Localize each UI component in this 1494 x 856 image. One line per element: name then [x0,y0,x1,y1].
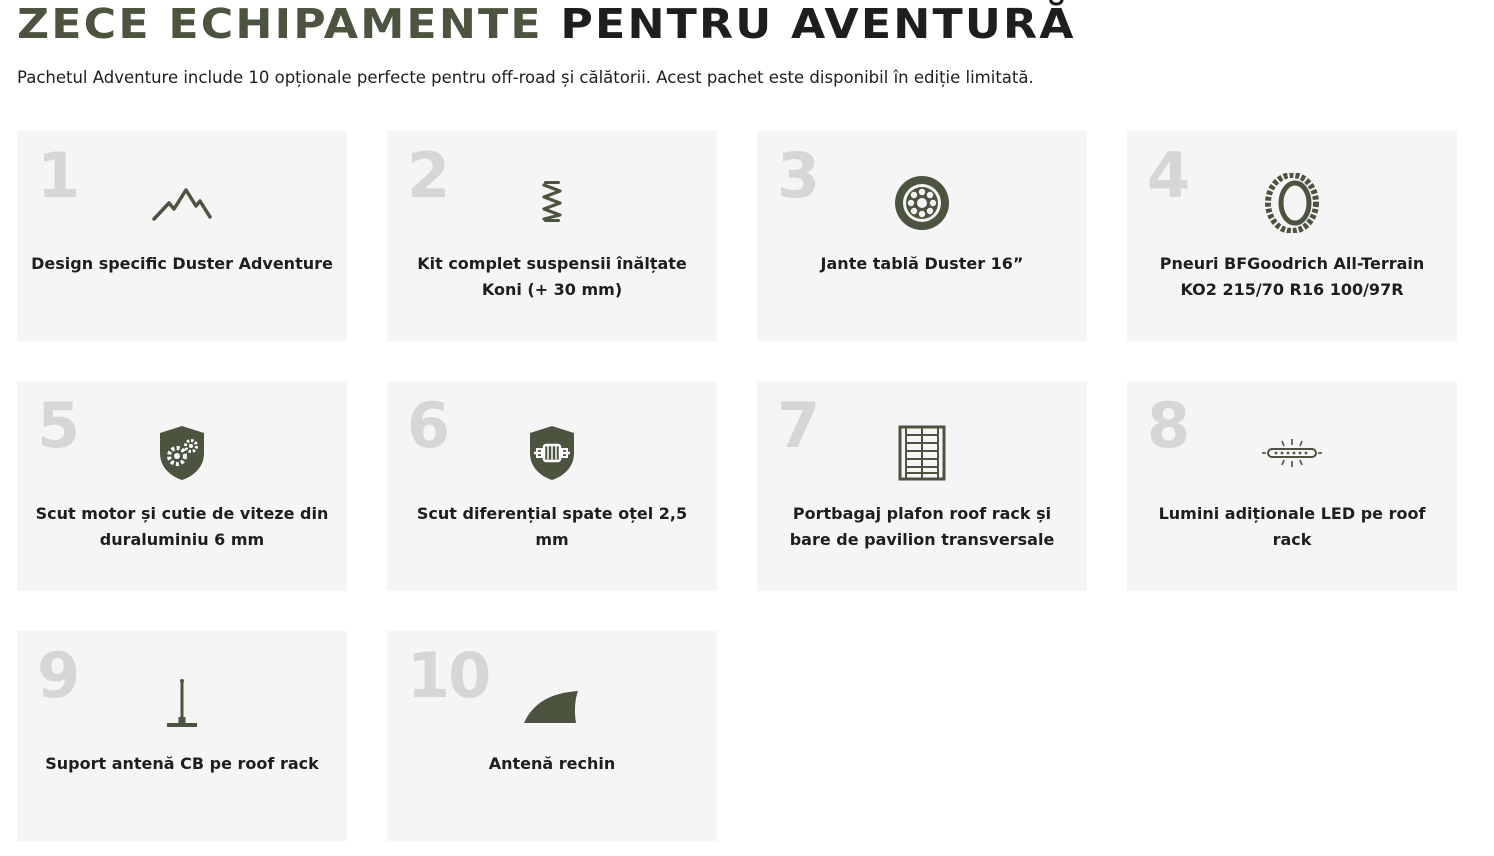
card-label: Scut diferențial spate oțel 2,5 mm [416,504,688,549]
shark-fin-antenna-icon [522,673,582,733]
feature-card-8 [1127,381,1457,591]
card-number: 5 [37,389,79,462]
card-number: 4 [1147,139,1189,212]
card-number: 3 [777,139,819,212]
title-part-1: ZECE ECHIPAMENTE [17,0,543,48]
card-label: Lumini adiționale LED pe roof rack [1158,504,1426,549]
steel-wheel-icon [892,173,952,233]
feature-card-3 [757,131,1087,341]
shield-gears-icon [152,423,212,483]
title-part-2: PENTRU AVENTURĂ [560,0,1076,48]
feature-card-7 [757,381,1087,591]
card-number: 1 [37,139,79,212]
card-number: 6 [407,389,449,462]
feature-card-2 [387,131,717,341]
card-label: Design specific Duster Adventure [31,254,333,273]
card-label: Kit complet suspensii înălțate Koni (+ 30 mm) [417,254,687,299]
card-label: Suport antenă CB pe roof rack [45,754,319,773]
led-light-bar-icon [1262,423,1322,483]
card-number: 2 [407,139,449,212]
card-label: Scut motor și cutie de viteze din duraluminiu 6 mm [35,504,329,549]
feature-card-10 [387,631,717,841]
card-label: Pneuri BFGoodrich All-Terrain KO2 215/70 R16 100/97R [1159,254,1425,299]
shield-differential-icon [522,423,582,483]
card-number: 9 [37,639,79,712]
cb-antenna-icon [152,673,212,733]
feature-card-4 [1127,131,1457,341]
card-label: Jante tablă Duster 16” [820,254,1024,273]
card-label: Portbagaj plafon roof rack și bare de pavilion transversale [789,504,1055,549]
card-number: 8 [1147,389,1189,462]
feature-card-5 [17,381,347,591]
mountain-icon [152,173,212,233]
suspension-spring-icon [522,173,582,233]
feature-card-1 [17,131,347,341]
page-title [17,0,1076,48]
roof-rack-icon [892,423,952,483]
card-number: 10 [407,639,490,712]
tire-icon [1262,173,1322,233]
card-number: 7 [777,389,819,462]
feature-card-6 [387,381,717,591]
feature-card-9 [17,631,347,841]
page-subtitle: Pachetul Adventure include 10 opționale perfecte pentru off-road și călătorii. Acest pachet este disponibil în ediție limitată. [17,68,1034,87]
card-label: Antenă rechin [488,754,616,773]
